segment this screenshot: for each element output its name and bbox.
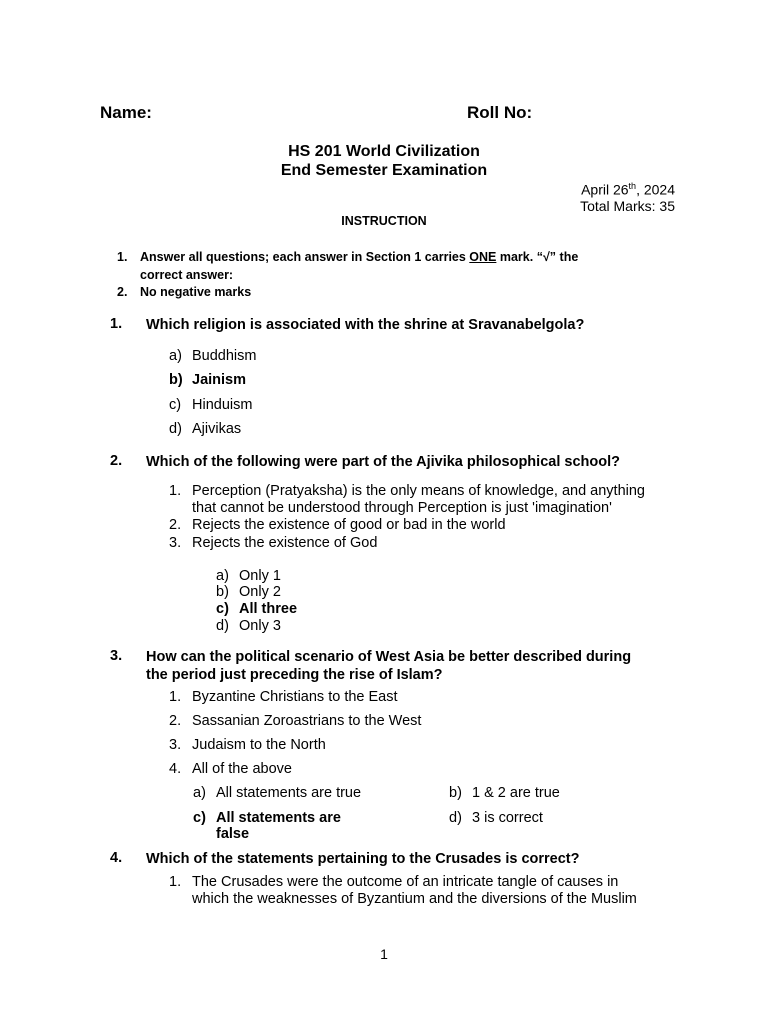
question-number: 3.: [110, 648, 123, 664]
question-text: How can the political scenario of West Asia be better described during: [146, 649, 632, 665]
question-text-cont: the period just preceding the rise of Islam?: [146, 667, 443, 683]
instruction-item: No negative marks: [140, 285, 252, 299]
question-number: 1.: [110, 316, 123, 332]
instruction-heading: INSTRUCTION: [341, 214, 427, 228]
instruction-number: 2.: [117, 285, 128, 299]
name-label: Name:: [100, 103, 152, 122]
question-text: Which religion is associated with the shrine at Sravanabelgola?: [146, 317, 585, 333]
question-text: Which of the following were part of the Ajivika philosophical school?: [146, 454, 620, 470]
roll-no-label: Roll No:: [467, 103, 533, 122]
exam-date: April 26th, 2024: [581, 181, 675, 198]
emphasis-one: ONE: [469, 250, 497, 264]
total-marks: Total Marks: 35: [580, 198, 675, 214]
question-number: 2.: [110, 453, 123, 469]
exam-title: End Semester Examination: [280, 162, 488, 179]
instruction-item: Answer all questions; each answer in Section 1 carries ONE mark. “√” the: [140, 250, 579, 264]
course-title: HS 201 World Civilization: [288, 143, 480, 160]
question-number: 4.: [110, 850, 123, 866]
instruction-number: 1.: [117, 250, 128, 264]
page-number: 1: [380, 946, 388, 962]
instruction-item-cont: correct answer:: [140, 268, 234, 282]
question-text: Which of the statements pertaining to the Crusades is correct?: [146, 851, 580, 867]
